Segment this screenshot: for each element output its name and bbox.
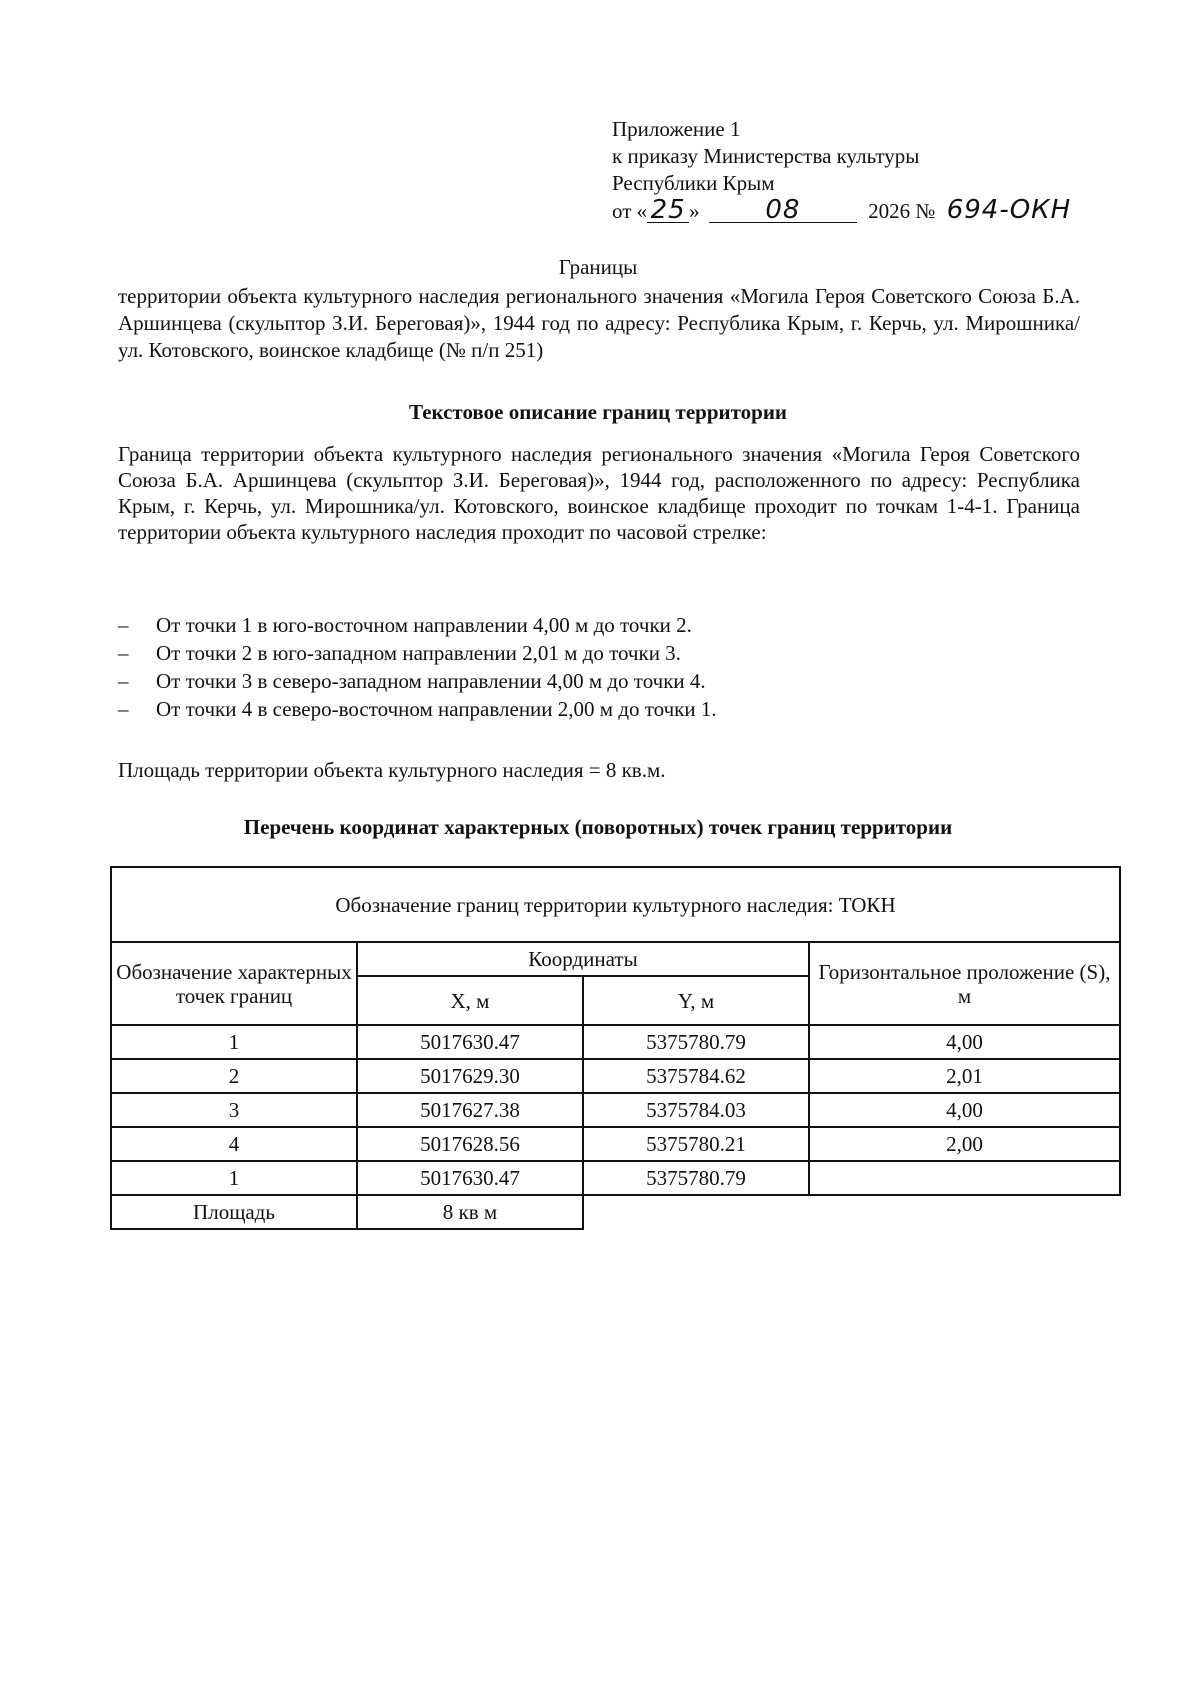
list-item: – От точки 4 в северо-восточном направлении 2,00 м до точки 1. [118,697,717,721]
cell-s: 2,01 [809,1059,1120,1093]
cell-y: 5375784.03 [583,1093,809,1127]
document-subtitle: территории объекта культурного наследия регионального значения «Могила Героя Советского Союза Б.А. Аршинцева (скульптор З.И. Береговая)», 1944 год по адресу: Республика Крым, г. Керчь, ул. Мирошника/ул. Котовского, воинское кладбище (№ п/п 251) [118,284,1080,362]
list-item: – От точки 3 в северо-западном направлении 4,00 м до точки 4. [118,669,706,693]
appendix-header [612,116,1092,224]
cell-s: 4,00 [809,1093,1120,1127]
bullet-dash: – [118,613,129,637]
text-description-heading: Текстовое описание границ территории [408,400,788,424]
date-day: 25 [647,199,689,223]
table-row [111,1161,1120,1195]
cell-x: 5017628.56 [357,1127,583,1161]
appendix-region: Республики Крым [612,171,775,195]
cell-point: 4 [111,1127,357,1161]
cell-point: 1 [111,1025,357,1059]
cell-point: 2 [111,1059,357,1093]
table-caption: Обозначение границ территории культурного наследия: ТОКН [111,867,1120,942]
header-horizontal-distance: Горизонтальное проложение (S), м [809,942,1120,1025]
coordinates-heading: Перечень координат характерных (поворотных) точек границ территории [243,815,953,839]
date-mid: » [689,199,700,223]
header-coordinates: Координаты [357,942,809,976]
table-header-row [111,942,1120,976]
cell-y: 5375784.62 [583,1059,809,1093]
date-prefix: от « [612,199,648,223]
bullet-dash: – [118,669,129,693]
bullet-dash: – [118,641,129,665]
empty-cell [583,1195,809,1229]
table-row [111,1059,1120,1093]
cell-y: 5375780.79 [583,1025,809,1059]
list-item: – От точки 2 в юго-западном направлении 2,01 м до точки 3. [118,641,681,665]
date-year-number: 2026 № [868,199,936,223]
list-item: – От точки 1 в юго-восточном направлении 4,00 м до точки 2. [118,613,692,637]
coordinates-table [110,866,1121,1230]
order-date-line [612,197,1092,224]
table-caption-row [111,867,1120,942]
cell-point: 1 [111,1161,357,1195]
cell-s: 2,00 [809,1127,1120,1161]
order-number-handwritten: 694-ОКН [946,195,1072,225]
cell-y: 5375780.21 [583,1127,809,1161]
cell-point: 3 [111,1093,357,1127]
header-y: Y, м [583,976,809,1025]
cell-x: 5017627.38 [357,1093,583,1127]
area-value: 8 кв м [357,1195,583,1229]
header-point: Обозначение характерных точек границ [111,942,357,1025]
date-month: 08 [709,199,857,223]
cell-s: 4,00 [809,1025,1120,1059]
table-row [111,1025,1120,1059]
table-area-row [111,1195,1120,1229]
document-title: Границы [558,255,638,279]
area-label: Площадь [111,1195,357,1229]
appendix-order-ref: к приказу Министерства культуры [612,144,920,168]
header-x: X, м [357,976,583,1025]
boundary-description: Граница территории объекта культурного наследия регионального значения «Могила Героя Советского Союза Б.А. Аршинцева (скульптор З.И. Береговая)», 1944 год, расположенного по адресу: Республика Крым, г. Керчь, ул. Мирошника/ул. Котовского, воинское кладбище проходит по точкам 1-4-1. Граница территории объекта культурного наследия проходит по часовой стрелке: [118,442,1080,544]
appendix-number: Приложение 1 [612,117,741,141]
bullet-dash: – [118,697,129,721]
boundary-segments-list [118,612,1080,724]
cell-y: 5375780.79 [583,1161,809,1195]
cell-x: 5017629.30 [357,1059,583,1093]
cell-x: 5017630.47 [357,1025,583,1059]
table-row [111,1127,1120,1161]
cell-x: 5017630.47 [357,1161,583,1195]
territory-area: Площадь территории объекта культурного наследия = 8 кв.м. [118,758,666,782]
cell-s [809,1161,1120,1195]
table-row [111,1093,1120,1127]
empty-cell [809,1195,1120,1229]
